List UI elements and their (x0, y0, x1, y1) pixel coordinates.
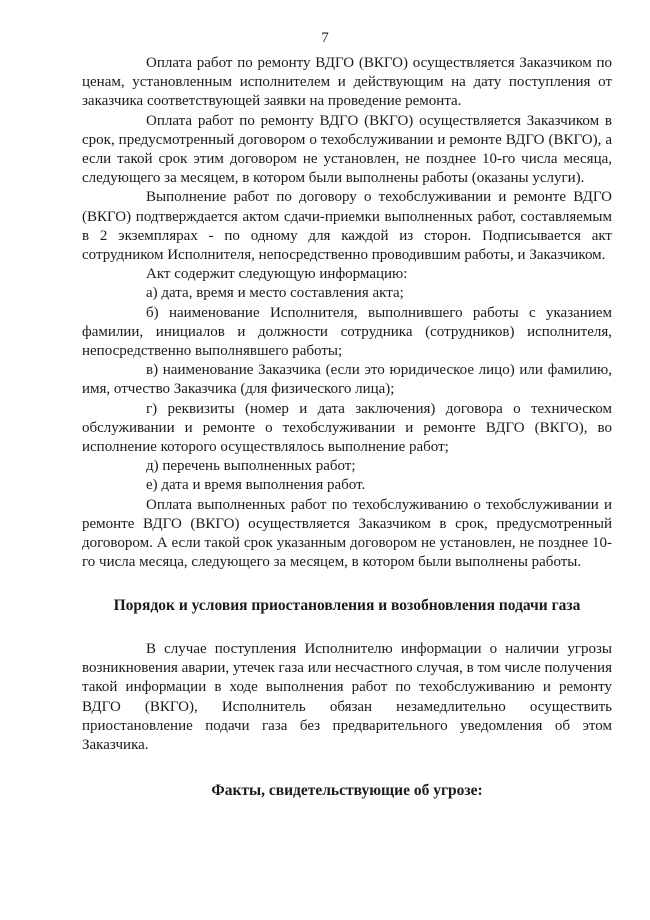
paragraph-repair-payment-terms: Оплата работ по ремонту ВДГО (ВКГО) осуществляется Заказчиком в срок, предусмотренный договором о техобслуживании и ремонте ВДГО (ВКГО), а если такой срок этим договором не установлен, не позднее 10-го числа месяца, следующего за месяцем, в котором были выполнены работы (оказаны услуги). (82, 112, 612, 187)
paragraph-act-contents-intro: Акт содержит следующую информацию: (146, 266, 408, 283)
list-item-a: а) дата, время и место составления акта; (146, 285, 404, 302)
list-item-v: в) наименование Заказчика (если это юридическое лицо) или фамилию, имя, отчество Заказчика (для физического лица); (82, 362, 612, 398)
list-item-g: г) реквизиты (номер и дата заключения) договора о техническом обслуживании и ремонте о техобслуживании и ремонте ВДГО (ВКГО), во исполнение которого осуществлялось выполнение работ; (82, 400, 612, 456)
facts-heading: Факты, свидетельствующие об угрозе: (211, 782, 483, 800)
paragraph-gas-suspension: В случае поступления Исполнителю информации о наличии угрозы возникновения аварии, утечек газа или несчастного случая, в том числе получения такой информации в ходе выполнения работ по техобслуживанию и ремонту ВДГО (ВКГО), Исполнитель обязан незамедлительно осуществить приостановление подачи газа без предварительного уведомления об этом Заказчика. (82, 640, 612, 753)
document-body (82, 54, 612, 801)
section-heading: Порядок и условия приостановления и возобновления подачи газа (113, 597, 581, 615)
list-item-e: е) дата и время выполнения работ. (146, 477, 366, 494)
paragraph-acceptance-act: Выполнение работ по договору о техобслуживании и ремонте ВДГО (ВКГО) подтверждается актом сдачи-приемки выполненных работ, составляемым в 2 экземплярах - по одному для каждой из сторон. Подписывается акт сотрудником Исполнителя, непосредственно проводившим работы, и Заказчиком. (82, 189, 612, 264)
page-number: 7 (321, 30, 329, 46)
paragraph-repair-payment-prices: Оплата работ по ремонту ВДГО (ВКГО) осуществляется Заказчиком по ценам, установленным исполнителем и действующим на дату поступления от заказчика соответствующей заявки на проведение ремонта. (82, 55, 612, 110)
list-item-d: д) перечень выполненных работ; (146, 458, 356, 475)
list-item-b: б) наименование Исполнителя, выполнившего работы с указанием фамилии, инициалов и должности сотрудника (сотрудников) исполнителя, непосредственно выполнявшего работы; (82, 304, 612, 360)
paragraph-maintenance-payment: Оплата выполненных работ по техобслуживанию о техобслуживании и ремонте ВДГО (ВКГО) осуществляется Заказчиком в срок, предусмотренный договором. А если такой срок указанным договором не установлен, не позднее 10-го числа месяца, следующего за месяцем, в котором были выполнены работы. (82, 496, 612, 571)
